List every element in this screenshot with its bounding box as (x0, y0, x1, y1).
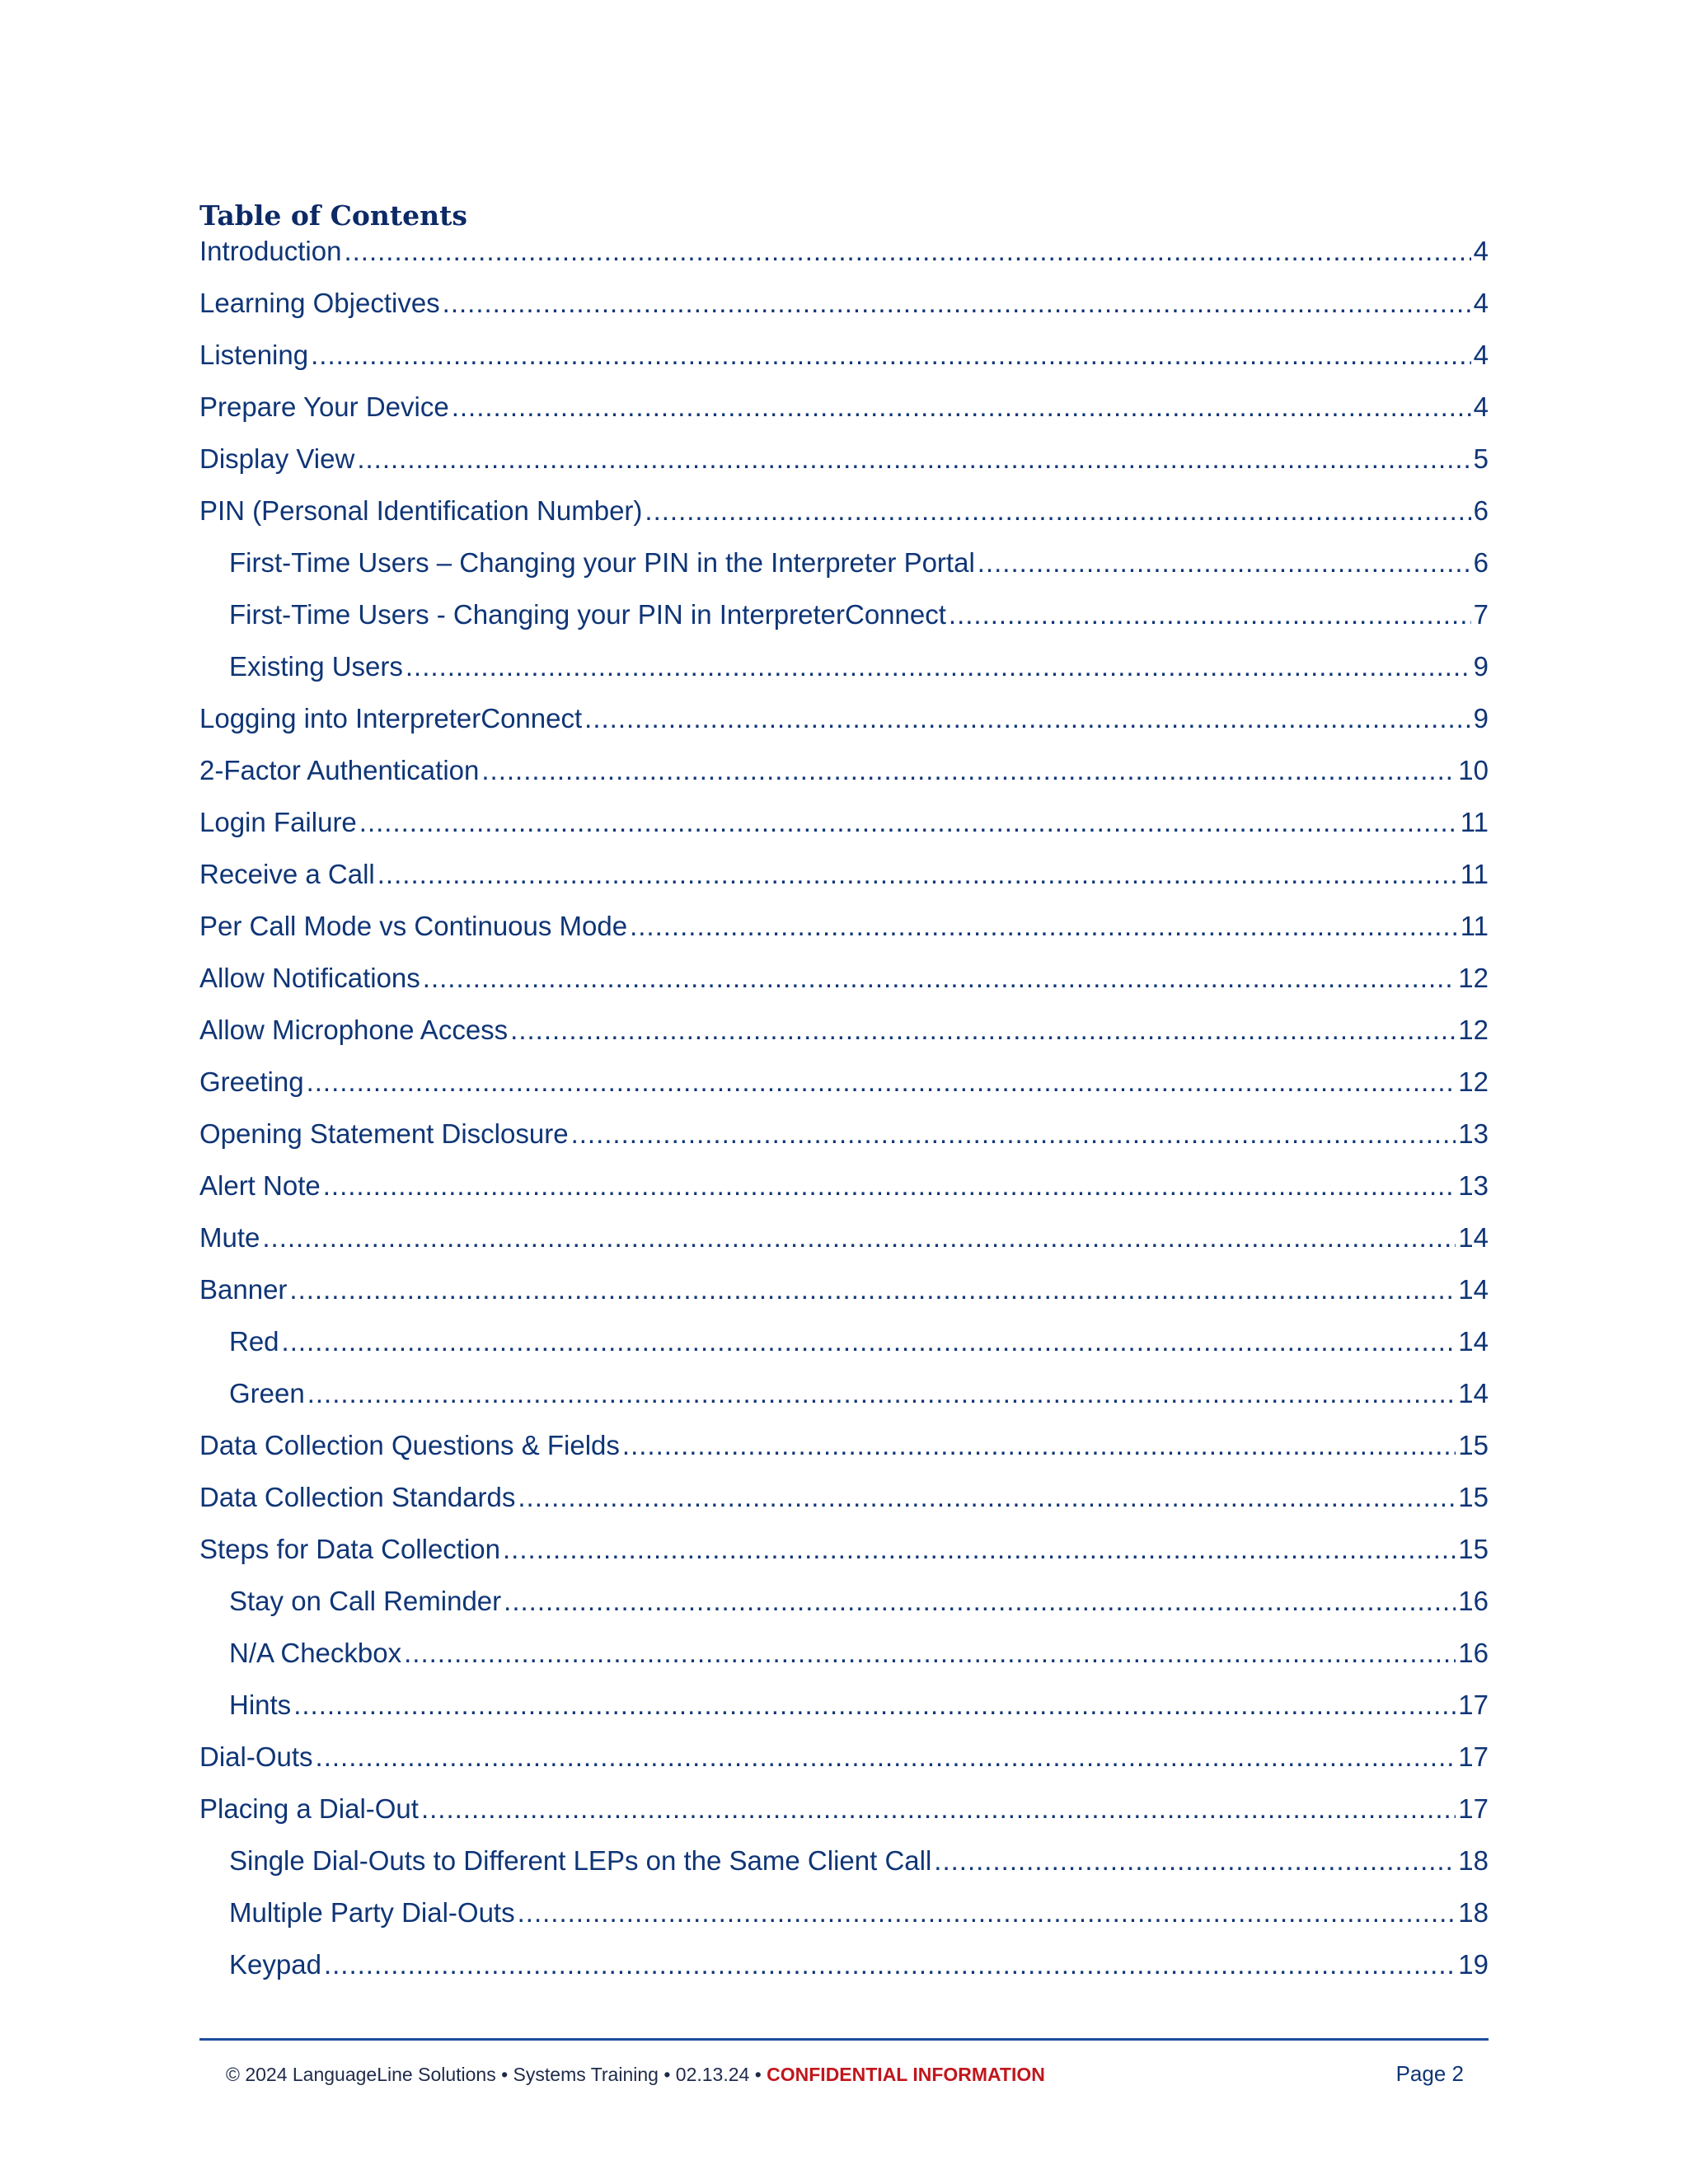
toc-entry[interactable] (199, 1221, 1489, 1273)
toc-entry-page[interactable]: 17 (1458, 1741, 1489, 1772)
toc-entry-page[interactable]: 6 (1473, 547, 1489, 578)
toc-dot-leader (504, 1585, 1456, 1618)
toc-entry-page[interactable]: 15 (1458, 1482, 1489, 1512)
toc-entry[interactable] (199, 702, 1489, 754)
toc-entry[interactable] (199, 391, 1489, 443)
toc-dot-leader (311, 339, 1471, 372)
toc-entry-page[interactable]: 14 (1458, 1326, 1489, 1357)
toc-heading: Table of Contents (199, 199, 467, 232)
toc-dot-leader (324, 1948, 1456, 1981)
toc-entry-page[interactable]: 4 (1473, 340, 1489, 370)
toc-dot-leader (949, 598, 1471, 631)
toc-entry[interactable] (199, 754, 1489, 806)
toc-entry-label[interactable]: Receive a Call (199, 859, 375, 889)
toc-entry[interactable] (199, 443, 1489, 494)
toc-entry-page[interactable]: 12 (1458, 963, 1489, 993)
toc-entry[interactable] (199, 1481, 1489, 1533)
toc-dot-leader (645, 494, 1470, 527)
toc-entry-page[interactable]: 12 (1458, 1015, 1489, 1045)
toc-entry-page[interactable]: 13 (1458, 1170, 1489, 1201)
toc-entry[interactable] (199, 235, 1489, 287)
toc-entry-page[interactable]: 19 (1458, 1949, 1489, 1980)
toc-entry-label[interactable]: Alert Note (199, 1170, 321, 1201)
toc-entry-page[interactable]: 16 (1458, 1638, 1489, 1668)
toc-entry[interactable] (199, 287, 1489, 339)
toc-entry-label[interactable]: Display View (199, 443, 355, 474)
toc-dot-leader (344, 235, 1470, 268)
toc-entry-label[interactable]: Prepare Your Device (199, 391, 449, 422)
toc-entry-page[interactable]: 11 (1460, 911, 1489, 941)
toc-entry-label[interactable]: Allow Notifications (199, 963, 420, 993)
toc-entry[interactable] (199, 1844, 1489, 1896)
toc-dot-leader (518, 1481, 1456, 1514)
toc-entry-page[interactable]: 17 (1458, 1690, 1489, 1720)
toc-entry-page[interactable]: 11 (1460, 859, 1489, 889)
toc-entry-page[interactable]: 10 (1458, 755, 1489, 785)
toc-dot-leader (359, 806, 1458, 839)
toc-entry-label[interactable]: Logging into InterpreterConnect (199, 703, 583, 733)
toc-dot-leader (452, 391, 1471, 424)
toc-entry[interactable] (199, 1273, 1489, 1325)
toc-dot-leader (307, 1377, 1456, 1410)
toc-entry-page[interactable]: 14 (1458, 1378, 1489, 1408)
toc-entry[interactable] (199, 339, 1489, 391)
toc-entry-label[interactable]: N/A Checkbox (229, 1638, 402, 1668)
toc-entry-page[interactable]: 15 (1458, 1430, 1489, 1460)
toc-entry[interactable] (199, 962, 1489, 1014)
toc-entry-page[interactable]: 11 (1460, 807, 1489, 837)
toc-dot-leader (584, 702, 1470, 735)
toc-entry[interactable] (199, 1118, 1489, 1169)
toc-dot-leader (978, 546, 1471, 579)
toc-entry-page[interactable]: 9 (1473, 703, 1489, 733)
toc-entry-label[interactable]: Single Dial-Outs to Different LEPs on the Same Client Call (229, 1845, 932, 1876)
toc-entry[interactable] (199, 1637, 1489, 1689)
toc-dot-leader (293, 1689, 1456, 1722)
toc-dot-leader (443, 287, 1471, 320)
toc-entry-page[interactable]: 6 (1473, 495, 1489, 526)
toc-entry-page[interactable]: 17 (1458, 1793, 1489, 1824)
toc-dot-leader (307, 1066, 1456, 1099)
toc-dot-leader (518, 1896, 1456, 1929)
toc-entry[interactable] (199, 1014, 1489, 1066)
toc-entry-page[interactable]: 4 (1473, 236, 1489, 266)
toc-entry[interactable] (199, 1585, 1489, 1637)
toc-entry[interactable] (199, 598, 1489, 650)
confidential-label: CONFIDENTIAL INFORMATION (767, 2064, 1045, 2085)
toc-entry-label[interactable]: Steps for Data Collection (199, 1534, 501, 1564)
toc-entry-label[interactable]: First-Time Users - Changing your PIN in InterpreterConnect (229, 599, 946, 630)
toc-entry-page[interactable]: 15 (1458, 1534, 1489, 1564)
toc-dot-leader (934, 1844, 1456, 1877)
toc-entry[interactable] (199, 650, 1489, 702)
toc-entry-label[interactable]: Mute (199, 1222, 260, 1253)
toc-dot-leader (323, 1169, 1456, 1202)
toc-entry-label[interactable]: Data Collection Standards (199, 1482, 516, 1512)
toc-entry[interactable] (199, 1741, 1489, 1793)
toc-list (199, 235, 1489, 2000)
toc-dot-leader (377, 858, 1458, 891)
toc-dot-leader (406, 650, 1471, 683)
toc-dot-leader (423, 962, 1456, 995)
toc-entry-label[interactable]: Learning Objectives (199, 288, 440, 318)
toc-entry-label[interactable]: Listening (199, 340, 309, 370)
toc-dot-leader (421, 1793, 1456, 1825)
toc-entry-label[interactable]: Red (229, 1326, 279, 1357)
toc-entry-label[interactable]: Placing a Dial-Out (199, 1793, 419, 1824)
toc-entry-label[interactable]: Dial-Outs (199, 1741, 313, 1772)
toc-entry-label[interactable]: Login Failure (199, 807, 357, 837)
toc-entry[interactable] (199, 1066, 1489, 1118)
toc-entry-page[interactable]: 4 (1473, 391, 1489, 422)
toc-entry[interactable] (199, 910, 1489, 962)
toc-entry-page[interactable]: 7 (1473, 599, 1489, 630)
toc-entry-label[interactable]: Stay on Call Reminder (229, 1586, 502, 1616)
toc-dot-leader (481, 754, 1456, 787)
toc-entry[interactable] (199, 1948, 1489, 2000)
toc-entry-label[interactable]: Opening Statement Disclosure (199, 1118, 569, 1149)
footer-copyright-text: © 2024 LanguageLine Solutions • Systems Training • 02.13.24 • (226, 2064, 767, 2085)
toc-entry-label[interactable]: Per Call Mode vs Continuous Mode (199, 911, 628, 941)
toc-entry-page[interactable]: 16 (1458, 1586, 1489, 1616)
toc-entry-page[interactable]: 14 (1458, 1274, 1489, 1305)
toc-dot-leader (289, 1273, 1456, 1306)
toc-dot-leader (571, 1118, 1456, 1151)
toc-dot-leader (503, 1533, 1456, 1566)
toc-entry[interactable] (199, 1325, 1489, 1377)
toc-entry[interactable] (199, 494, 1489, 546)
toc-dot-leader (630, 910, 1458, 943)
toc-entry-label[interactable]: Keypad (229, 1949, 321, 1980)
toc-entry-page[interactable]: 5 (1473, 443, 1489, 474)
toc-entry-page[interactable]: 4 (1473, 288, 1489, 318)
toc-entry-label[interactable]: Hints (229, 1690, 292, 1720)
toc-entry-label[interactable]: Allow Microphone Access (199, 1015, 509, 1045)
toc-dot-leader (357, 443, 1470, 476)
toc-entry-label[interactable]: Existing Users (229, 651, 403, 682)
toc-entry-label[interactable]: Greeting (199, 1066, 304, 1097)
toc-dot-leader (510, 1014, 1456, 1047)
toc-entry[interactable] (199, 1429, 1489, 1481)
toc-entry-label[interactable]: Banner (199, 1274, 288, 1305)
toc-entry-label[interactable]: 2-Factor Authentication (199, 755, 480, 785)
toc-entry-page[interactable]: 12 (1458, 1066, 1489, 1097)
footer-divider (199, 2038, 1489, 2041)
footer-copyright (226, 2062, 1045, 2087)
toc-entry[interactable] (199, 858, 1489, 910)
toc-dot-leader (282, 1325, 1456, 1358)
toc-dot-leader (404, 1637, 1456, 1670)
toc-entry-label[interactable]: Green (229, 1378, 305, 1408)
toc-entry-label[interactable]: First-Time Users – Changing your PIN in the Interpreter Portal (229, 547, 975, 578)
toc-dot-leader (622, 1429, 1456, 1462)
toc-dot-leader (316, 1741, 1456, 1774)
toc-entry[interactable] (199, 806, 1489, 858)
toc-entry[interactable] (199, 1793, 1489, 1844)
toc-entry-page[interactable]: 13 (1458, 1118, 1489, 1149)
toc-entry-label[interactable]: PIN (Personal Identification Number) (199, 495, 643, 526)
toc-entry-page[interactable]: 9 (1473, 651, 1489, 682)
toc-entry-page[interactable]: 18 (1458, 1845, 1489, 1876)
toc-entry-page[interactable]: 18 (1458, 1897, 1489, 1928)
toc-dot-leader (262, 1221, 1456, 1254)
toc-entry-label[interactable]: Introduction (199, 236, 342, 266)
toc-entry[interactable] (199, 1689, 1489, 1741)
page-number: Page 2 (1395, 2061, 1464, 2086)
toc-entry[interactable] (199, 546, 1489, 598)
toc-entry[interactable] (199, 1169, 1489, 1221)
toc-entry[interactable] (199, 1533, 1489, 1585)
toc-entry[interactable] (199, 1896, 1489, 1948)
toc-entry[interactable] (199, 1377, 1489, 1429)
toc-entry-label[interactable]: Data Collection Questions & Fields (199, 1430, 620, 1460)
toc-entry-page[interactable]: 14 (1458, 1222, 1489, 1253)
toc-entry-label[interactable]: Multiple Party Dial-Outs (229, 1897, 515, 1928)
